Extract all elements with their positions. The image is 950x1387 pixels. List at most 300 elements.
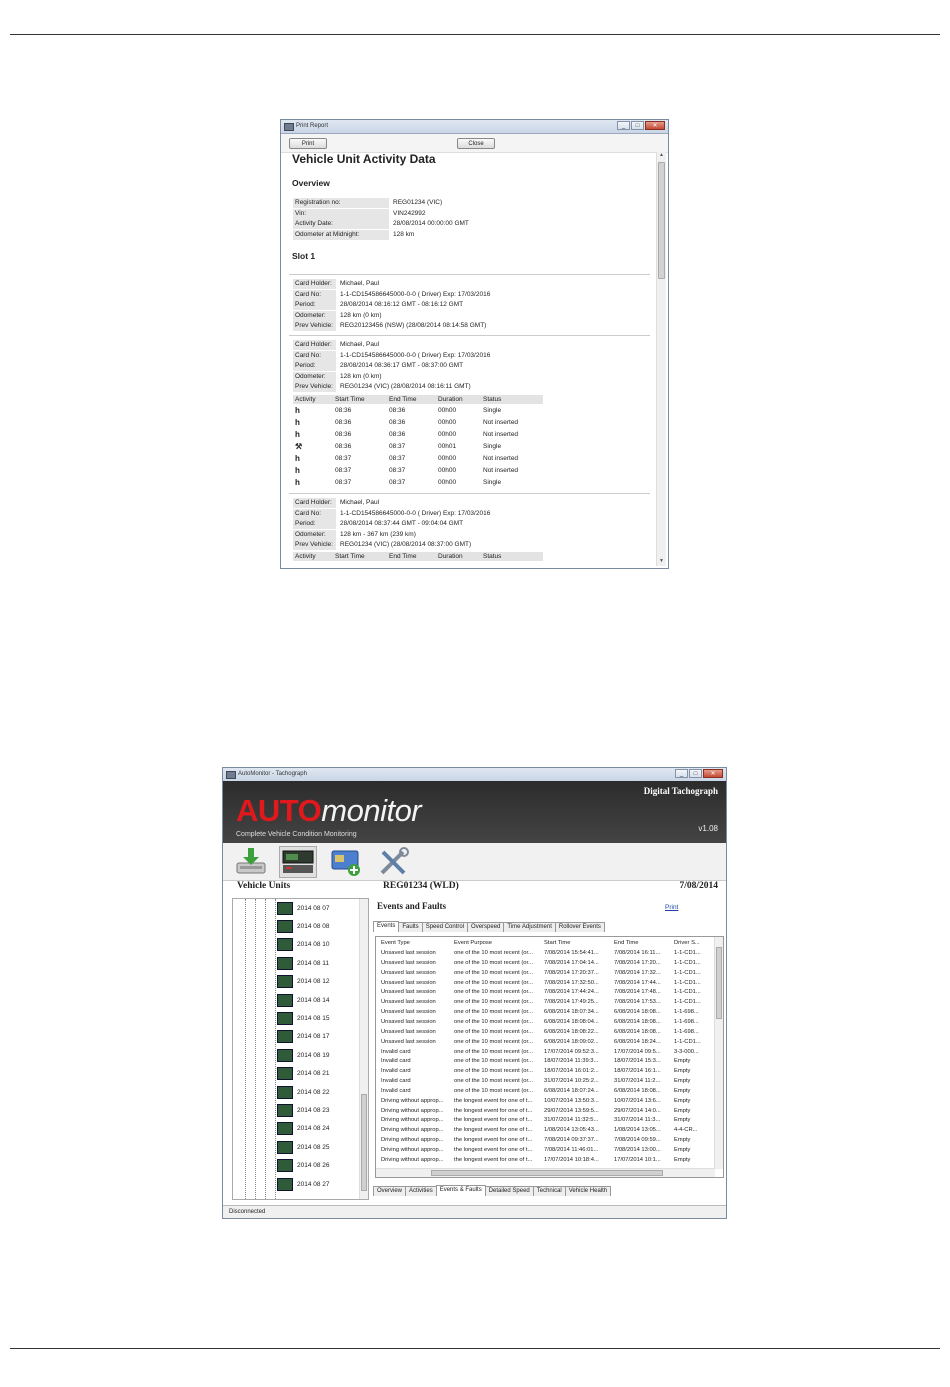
activity-cell: 08:36 [335,419,352,426]
tachograph-unit-icon [277,994,293,1007]
table-cell: Driving without approp... [381,1156,444,1163]
vehicle-registration: REG01234 (WLD) [383,881,459,891]
event-tabs [373,922,604,932]
table-cell: the longest event for one of t... [454,1137,533,1144]
tree-item[interactable] [277,1067,330,1081]
table-cell: 7/08/2014 17:48... [614,989,661,996]
table-cell: 1-1-CD1... [674,969,701,976]
table-cell: 1-1-CD1... [674,989,701,996]
table-cell: 7/08/2014 17:49:25... [544,999,599,1006]
field-label: Card No: [293,351,336,361]
field-value: REG01234 (VIC) (28/08/2014 08:37:00 GMT) [340,541,472,548]
report-field [293,519,463,529]
vehicle-units-tree [232,898,369,1200]
tree-item[interactable] [277,1159,330,1173]
activity-row [293,441,543,452]
column-header: Start Time [335,553,365,560]
table-cell: 7/08/2014 17:44:24... [544,989,599,996]
table-cell: one of the 10 most recent (or... [454,1058,533,1065]
activity-type-icon: h [295,418,300,427]
tab[interactable]: Vehicle Health [565,1186,611,1196]
table-cell: 17/07/2014 10:1... [614,1156,661,1163]
tree-item-label: 2014 08 22 [297,1088,330,1096]
table-cell: 29/07/2014 14:0... [614,1107,661,1114]
field-value: 28/08/2014 08:36:17 GMT - 08:37:00 GMT [340,362,464,369]
tree-item[interactable] [277,1011,330,1025]
table-cell: one of the 10 most recent (or... [454,1048,533,1055]
status-bar [223,1205,726,1218]
report-field [293,540,471,550]
table-cell: Empty [674,1087,691,1094]
tree-item[interactable] [277,1103,330,1117]
tree-scrollbar[interactable] [359,899,368,1199]
report-field [293,498,379,508]
print-toolbar [281,134,668,153]
field-label: Card Holder: [293,340,336,350]
selected-date: 7/08/2014 [679,881,718,891]
table-cell: one of the 10 most recent (or... [454,959,533,966]
field-value: REG01234 (VIC) (28/08/2014 08:16:11 GMT) [340,383,471,390]
table-cell: 6/08/2014 18:08:04... [544,1018,599,1025]
tree-item[interactable] [277,1030,330,1044]
driver-card-icon [327,846,365,878]
tree-item[interactable] [277,993,330,1007]
table-row[interactable] [376,1107,715,1117]
app-icon [284,123,294,131]
report-field [293,361,463,371]
activity-cell: 08:37 [335,467,352,474]
activity-cell: 08:36 [389,419,406,426]
activity-type-icon: h [295,466,300,475]
field-label: Registration no: [293,198,389,208]
table-cell: 7/08/2014 17:20... [614,959,661,966]
tachograph-unit-icon [277,1122,293,1135]
table-cell: Driving without approp... [381,1117,444,1124]
report-field [293,279,379,289]
activity-row [293,465,543,476]
column-header: Activity [295,396,316,403]
table-cell: 17/07/2014 09:52:3... [544,1048,599,1055]
table-row[interactable] [376,1067,715,1077]
table-cell: Invalid card [381,1058,411,1065]
field-label: Odometer: [293,311,336,321]
table-cell: 1-1-698... [674,1018,699,1025]
field-value: 28/08/2014 08:37:44 GMT - 09:04:04 GMT [340,520,464,527]
activity-cell: 00h00 [438,467,457,474]
tree-item-label: 2014 08 15 [297,1014,330,1022]
table-cell: 18/07/2014 16:1... [614,1068,661,1075]
field-value: 1-1-CD154586645000-0-0 ( Driver) Exp: 17/03/2016 [340,351,491,359]
scroll-thumb[interactable] [716,947,722,1019]
table-cell: one of the 10 most recent (or... [454,1038,533,1045]
table-cell: 6/08/2014 18:09:02... [544,1038,599,1045]
table-cell: 6/08/2014 18:07:24... [544,1087,599,1094]
tree-item-label: 2014 08 24 [297,1125,330,1133]
activity-cell: 08:36 [389,431,406,438]
field-value: 128 km [393,230,415,238]
tab[interactable]: Technical [533,1186,566,1196]
table-cell: 7/08/2014 17:04:14... [544,959,599,966]
table-cell: 1-1-CD1... [674,959,701,966]
tachograph-unit-icon [277,975,293,988]
table-cell: 6/08/2014 18:24... [614,1038,661,1045]
tab[interactable]: Events [373,921,399,932]
column-header: Status [483,553,502,560]
activity-row [293,453,543,464]
table-row[interactable] [376,969,715,979]
table-cell: 6/08/2014 18:08:22... [544,1028,599,1035]
field-value: 128 km (0 km) [340,311,382,319]
table-cell: Invalid card [381,1087,411,1094]
maximize-icon[interactable]: □ [631,121,644,130]
activity-cell: 08:36 [335,407,352,414]
tree-item-label: 2014 08 11 [297,959,330,967]
activity-type-icon: ⚒ [295,442,303,451]
table-cell: 17/07/2014 09:5... [614,1048,661,1055]
overview-heading: Overview [292,178,330,188]
download-icon [232,846,270,878]
automonitor-titlebar [223,768,726,782]
table-cell: Invalid card [381,1048,411,1055]
report-scrollbar[interactable]: ▲ ▼ [656,152,666,566]
table-row[interactable] [376,1038,715,1048]
tab[interactable]: Rollover Events [555,922,605,932]
table-row[interactable] [376,949,715,959]
card-button[interactable] [327,846,365,878]
activity-cell: 08:37 [335,455,352,462]
activity-cell: 08:37 [389,467,406,474]
minimize-icon[interactable]: _ [617,121,630,130]
table-cell: Unsaved last session [381,1018,436,1025]
table-cell: Unsaved last session [381,950,436,956]
divider [289,335,650,336]
activity-cell: 08:36 [335,431,352,438]
tree-item[interactable] [277,1085,330,1099]
table-row[interactable] [376,1156,715,1166]
automonitor-window [222,767,727,1219]
download-button[interactable] [232,846,270,878]
tree-item[interactable] [277,919,330,933]
table-cell: the longest event for one of t... [454,1107,533,1114]
table-row[interactable] [376,979,715,989]
table-row[interactable] [376,1048,715,1058]
column-header[interactable]: Event Type [381,940,410,946]
app-banner [223,781,726,843]
tachograph-unit-icon [277,1067,293,1080]
events-grid [375,936,724,1178]
report-field [293,198,442,208]
table-cell: one of the 10 most recent (or... [454,950,533,956]
field-label: Card No: [293,290,336,300]
tachograph-unit-icon [277,1178,293,1191]
tachograph-unit-icon [277,902,293,915]
table-row[interactable] [376,1008,715,1018]
table-cell: 10/07/2014 13:50:3... [544,1097,599,1104]
table-cell: 17/07/2014 10:18:4... [544,1156,599,1163]
table-row[interactable] [376,1018,715,1028]
section-title: Events and Faults [377,901,447,911]
table-cell: one of the 10 most recent (or... [454,1087,533,1094]
scroll-thumb[interactable] [431,1170,663,1176]
table-cell: Unsaved last session [381,999,436,1006]
tab[interactable]: Time Adjustment [503,922,555,932]
table-cell: 6/08/2014 18:08... [614,1009,661,1016]
table-cell: 29/07/2014 13:59:5... [544,1107,599,1114]
table-cell: 1-1-698... [674,1028,699,1035]
table-cell: the longest event for one of t... [454,1147,533,1153]
field-label: Card Holder: [293,498,336,508]
table-row[interactable] [376,1087,715,1097]
table-row[interactable] [376,1136,715,1146]
activity-cell: Single [483,479,502,486]
tree-item[interactable] [277,1122,330,1136]
table-cell: 1-1-CD1... [674,950,701,956]
window-title: Print Report [296,123,329,129]
table-cell: 1-1-CD1... [674,1038,701,1045]
tree-item-label: 2014 08 26 [297,1162,330,1170]
table-cell: one of the 10 most recent (or... [454,1009,533,1016]
table-cell: Driving without approp... [381,1137,444,1144]
activity-cell: Not inserted [483,431,519,438]
table-cell: Invalid card [381,1068,411,1075]
column-header[interactable]: End Time [614,940,639,946]
column-header: Duration [438,396,463,403]
tree-item-label: 2014 08 27 [297,1180,330,1188]
tachograph-unit-icon [277,1049,293,1062]
table-cell: 18/07/2014 11:39:3... [544,1058,599,1065]
field-value: 1-1-CD154586645000-0-0 ( Driver) Exp: 17/03/2016 [340,290,491,298]
field-value: 1-1-CD154586645000-0-0 ( Driver) Exp: 17/03/2016 [340,509,491,517]
activity-cell: 08:37 [389,443,406,450]
tab[interactable]: Overspeed [467,922,504,932]
tree-item[interactable] [277,901,330,915]
report-title: Vehicle Unit Activity Data [292,152,436,166]
table-row[interactable] [376,1057,715,1067]
field-label: Odometer: [293,372,336,382]
activity-type-icon: h [295,406,300,415]
column-header: Start Time [335,396,365,403]
tree-item-label: 2014 08 07 [297,904,330,912]
table-cell: Unsaved last session [381,969,436,976]
table-cell: Invalid card [381,1078,411,1085]
table-row[interactable] [376,1116,715,1126]
grid-scrollbar[interactable] [714,937,723,1169]
activity-header [293,395,543,404]
table-cell: Empty [674,1097,691,1104]
tree-item-label: 2014 08 25 [297,1143,330,1151]
table-cell: one of the 10 most recent (or... [454,999,533,1006]
table-row[interactable] [376,1028,715,1038]
tab[interactable]: Detailed Speed [485,1186,534,1196]
tab[interactable]: Faults [398,922,422,932]
column-header[interactable]: Driver S... [674,940,700,946]
field-value: REG01234 (VIC) [393,199,443,206]
column-header: Activity [295,553,316,560]
report-field [293,340,379,350]
table-row[interactable] [376,1146,715,1156]
table-cell: Empty [674,1068,691,1075]
column-header: End Time [389,553,417,560]
close-icon[interactable]: ✕ [703,769,723,778]
field-label: Odometer: [293,530,336,540]
tree-item[interactable] [277,1140,330,1154]
field-value: Michael, Paul [340,499,380,506]
table-cell: one of the 10 most recent (or... [454,979,533,986]
tree-item-label: 2014 08 17 [297,1033,330,1041]
report-field [293,290,490,300]
table-cell: 6/08/2014 18:08... [614,1087,661,1094]
field-value: 128 km (0 km) [340,372,382,380]
report-field [293,300,463,310]
vehicle-units-heading: Vehicle Units [237,881,291,891]
tagline: Complete Vehicle Condition Monitoring [236,831,357,838]
report-field [293,311,382,321]
tachograph-unit-icon [277,1159,293,1172]
table-row[interactable] [376,1097,715,1107]
field-label: Prev Vehicle: [293,540,336,550]
tachograph-unit-icon [277,1104,293,1117]
table-cell: 7/08/2014 15:54:41... [544,950,599,956]
table-cell: Empty [674,1117,691,1124]
scroll-thumb[interactable] [658,162,665,279]
table-cell: 10/07/2014 13:6... [614,1097,661,1104]
table-cell: 7/08/2014 11:46:01... [544,1147,599,1153]
activity-cell: Not inserted [483,455,519,462]
tachograph-button[interactable] [279,846,317,878]
field-value: 28/08/2014 08:16:12 GMT - 08:16:12 GMT [340,301,464,308]
table-cell: 7/08/2014 17:32:50... [544,979,599,986]
field-label: Prev Vehicle: [293,382,336,392]
close-button[interactable]: Close [457,138,495,149]
grid-hscrollbar[interactable] [376,1168,715,1177]
activity-cell: 00h00 [438,455,457,462]
activity-cell: 08:37 [389,479,406,486]
table-cell: 6/08/2014 18:07:34... [544,1009,599,1016]
activity-cell: 00h00 [438,479,457,486]
activity-row [293,405,543,416]
table-cell: one of the 10 most recent (or... [454,969,533,976]
tab[interactable]: Speed Control [422,922,468,932]
activity-cell: Not inserted [483,419,519,426]
table-cell: Empty [674,1156,691,1163]
table-cell: 1/08/2014 13:05:43... [544,1127,599,1134]
tab[interactable]: Events & Faults [436,1185,486,1196]
activity-cell: 00h00 [438,419,457,426]
table-row[interactable] [376,998,715,1008]
tab[interactable]: Overview [373,1186,406,1196]
activity-type-icon: h [295,454,300,463]
close-icon[interactable]: ✕ [645,121,665,130]
slot-heading: Slot 1 [292,251,316,261]
field-label: Period: [293,361,336,371]
field-label: Period: [293,519,336,529]
divider [289,274,650,275]
field-label: Odometer at Midnight: [293,230,389,240]
table-cell: one of the 10 most recent (or... [454,1018,533,1025]
table-cell: 7/08/2014 13:00... [614,1147,661,1153]
field-label: Activity Date: [293,219,389,229]
scroll-thumb[interactable] [361,1094,367,1191]
maximize-icon[interactable]: □ [689,769,702,778]
table-row[interactable] [376,988,715,998]
table-cell: 3-3-000... [674,1048,699,1055]
minimize-icon[interactable]: _ [675,769,688,778]
column-header: Status [483,396,502,403]
tree-item[interactable] [277,975,330,989]
report-document [285,152,654,566]
print-report-window [280,119,669,569]
tachograph-unit-icon [277,957,293,970]
table-cell: 7/08/2014 09:59... [614,1137,661,1144]
tachograph-unit-icon [280,847,316,877]
tree-item[interactable] [277,956,329,970]
tachograph-unit-icon [277,1030,293,1043]
table-cell: Empty [674,1107,691,1114]
activity-cell: 08:37 [389,455,406,462]
tachograph-unit-icon [277,920,293,933]
activity-cell: 00h01 [438,443,457,450]
table-row[interactable] [376,1077,715,1087]
report-field [293,321,486,331]
print-button[interactable]: Print [289,138,327,149]
table-cell: the longest event for one of t... [454,1117,533,1124]
table-cell: 1/08/2014 13:05... [614,1127,661,1134]
table-cell: 7/08/2014 17:20:37... [544,969,599,976]
field-label: Card Holder: [293,279,336,289]
table-row[interactable] [376,1126,715,1136]
table-cell: one of the 10 most recent (or... [454,1028,533,1035]
tree-item-label: 2014 08 23 [297,1106,330,1114]
table-cell: one of the 10 most recent (or... [454,1078,533,1085]
table-cell: Driving without approp... [381,1127,444,1134]
tree-item[interactable] [277,1177,330,1191]
tree-item-label: 2014 08 12 [297,978,330,986]
table-cell: 1-1-CD1... [674,999,701,1006]
table-cell: the longest event for one of t... [454,1097,533,1104]
column-header[interactable]: Start Time [544,940,571,946]
tab[interactable]: Activities [405,1186,437,1196]
field-value: 128 km - 367 km (239 km) [340,530,416,538]
activity-cell: 08:37 [335,479,352,486]
tools-button[interactable] [375,846,413,878]
table-cell: one of the 10 most recent (or... [454,1068,533,1075]
report-field [293,509,490,519]
report-field [293,351,490,361]
table-cell: 6/08/2014 18:08... [614,1028,661,1035]
table-cell: Empty [674,1147,691,1153]
window-title: AutoMonitor - Tachograph [238,771,307,777]
tree-item[interactable] [277,1048,330,1062]
tree-item[interactable] [277,938,330,952]
table-cell: Empty [674,1078,691,1085]
tachograph-unit-icon [277,1086,293,1099]
table-cell: 4-4-CR... [674,1127,698,1134]
table-cell: 7/08/2014 16:11... [614,950,661,956]
table-cell: Driving without approp... [381,1097,444,1104]
field-value: Michael, Paul [340,341,380,348]
details-pane [371,898,721,1198]
field-label: Vin: [293,209,389,219]
tachograph-unit-icon [277,1141,293,1154]
field-label: Prev Vehicle: [293,321,336,331]
column-header[interactable]: Event Purpose [454,940,493,946]
top-rule [10,34,940,35]
print-link[interactable]: Print [665,904,679,911]
table-cell: Unsaved last session [381,959,436,966]
view-tabs [373,1186,610,1196]
table-row[interactable] [376,959,715,969]
table-cell: 7/08/2014 09:37:37... [544,1137,599,1144]
